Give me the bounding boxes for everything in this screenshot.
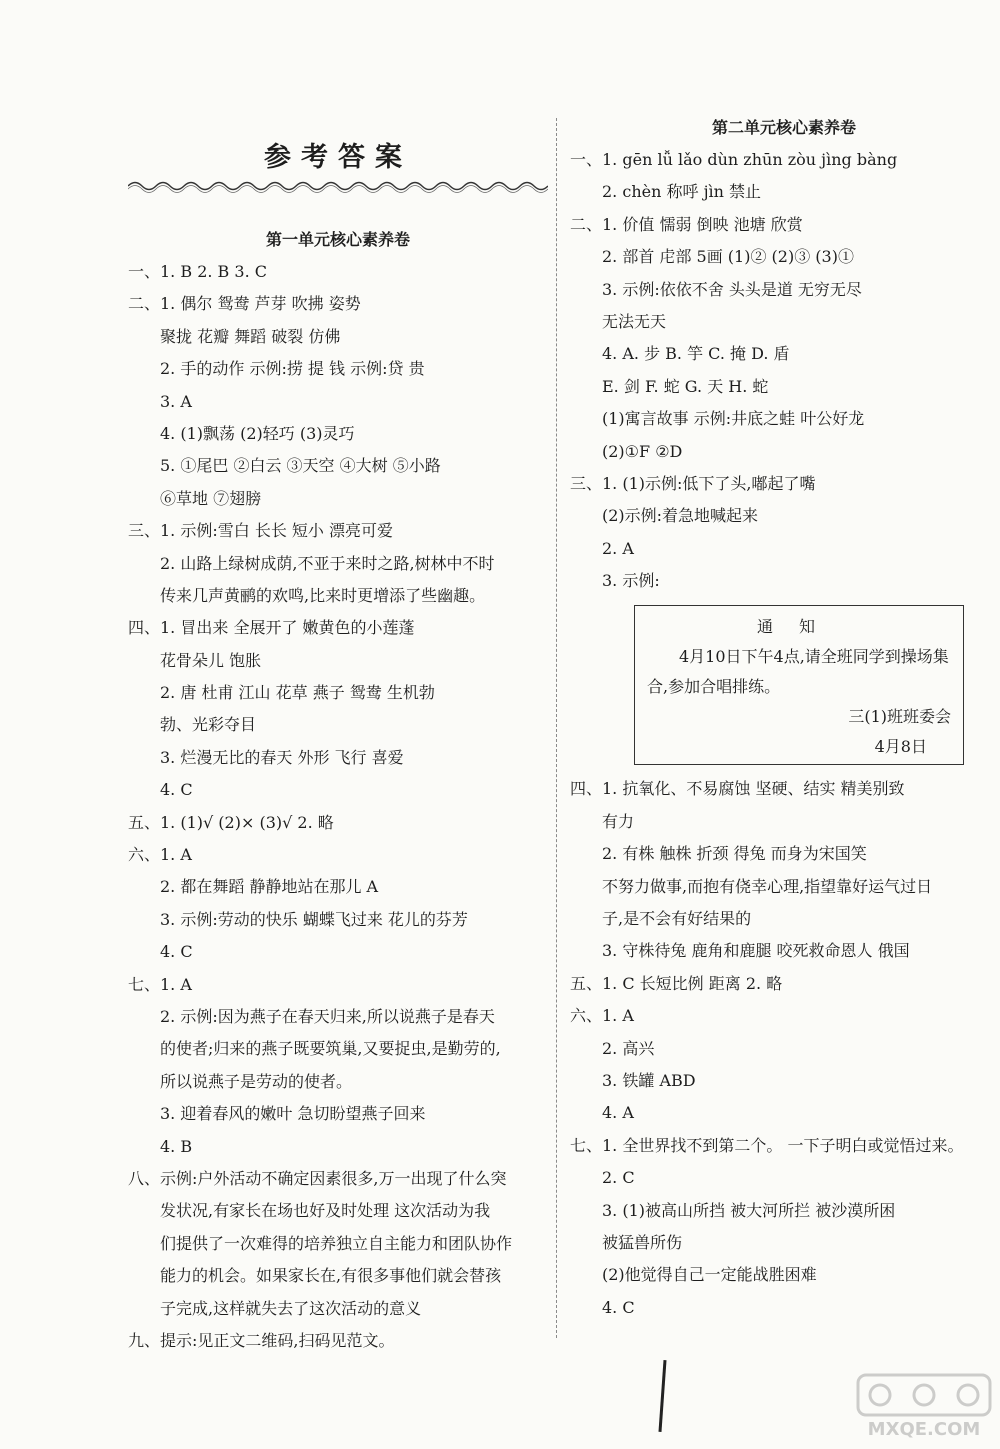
answer-line: 无法无天 (602, 311, 667, 331)
answer-line: 2. 唐 杜甫 江山 花草 燕子 鸳鸯 生机勃 (160, 683, 435, 703)
notice-box (634, 605, 964, 765)
answer-line: 2. 都在舞蹈 静静地站在那儿 A (160, 877, 379, 897)
column-divider (556, 118, 557, 1338)
answer-line: 3. 守株待兔 鹿角和鹿腿 咬死救命恩人 俄国 (602, 941, 910, 961)
page-title: 参考答案 (264, 142, 412, 173)
answer-line: 2. chèn 称呼 jìn 禁止 (602, 182, 762, 202)
answer-line: 3. 示例:劳动的快乐 蝴蝶飞过来 花儿的芬芳 (160, 909, 468, 929)
answer-line: 2. 示例:因为燕子在春天归来,所以说燕子是春天 (160, 1006, 495, 1026)
answer-line: 传来几声黄鹂的欢鸣,比来时更增添了些幽趣。 (160, 585, 486, 605)
answer-line: 4. C (160, 780, 193, 800)
answer-line: 2. 手的动作 示例:捞 提 钱 示例:贷 贵 (160, 359, 425, 379)
section-title-unit2: 第二单元核心素养卷 (711, 118, 856, 137)
answer-line: 八、示例:户外活动不确定因素很多,万一出现了什么突 (128, 1168, 507, 1188)
watermark-text: MXQE.COM (867, 1419, 981, 1440)
answer-line: 三、1. (1)示例:低下了头,嘟起了嘴 (570, 473, 816, 493)
answer-line: 二、1. 价值 懦弱 倒映 池塘 欣赏 (570, 214, 803, 234)
answer-line: E. 剑 F. 蛇 G. 天 H. 蛇 (602, 376, 769, 396)
answer-line: 四、1. 冒出来 全展开了 嫩黄色的小莲蓬 (128, 618, 415, 638)
answer-line: 2. 山路上绿树成荫,不亚于来时之路,树林中不时 (160, 553, 495, 573)
answer-line: 的使者;归来的燕子既要筑巢,又要捉虫,是勤劳的, (160, 1039, 501, 1059)
answer-line: (1)寓言故事 示例:井底之蛙 叶公好龙 (602, 409, 865, 429)
answer-line: 四、1. 抗氧化、不易腐蚀 坚硬、结实 精美别致 (570, 779, 905, 799)
answer-line: (2)示例:着急地喊起来 (602, 506, 759, 526)
answer-line: 五、1. (1)√ (2)× (3)√ 2. 略 (128, 812, 334, 832)
answer-line: 六、1. A (128, 845, 192, 865)
answer-line: 一、1. gēn lǚ lǎo dùn zhūn zòu jìng bàng (570, 150, 898, 169)
answer-line: 4. A. 步 B. 竽 C. 掩 D. 盾 (602, 344, 790, 364)
answer-line: 3. 示例:依依不舍 头头是道 无穷无尽 (602, 279, 862, 299)
answer-line: 有力 (602, 811, 635, 831)
answer-line: 一、1. B 2. B 3. C (128, 262, 267, 281)
unit2-answers-part1 (570, 144, 998, 597)
answer-line: 2. 高兴 (602, 1038, 655, 1058)
answer-line: 3. 铁罐 ABD (602, 1070, 696, 1090)
answer-line: 聚拢 花瓣 舞蹈 破裂 仿佛 (160, 326, 341, 346)
notice-date: 4月8日 (874, 737, 927, 757)
notice-body: 4月10日下午4点,请全班同学到操场集合,参加合唱排练。 (647, 647, 949, 697)
decorative-wave-divider (128, 178, 548, 194)
right-column (570, 112, 998, 1324)
answer-line: 九、提示:见正文二维码,扫码见范文。 (128, 1330, 395, 1350)
answer-line: 七、1. 全世界找不到第二个。 一下子明白或觉悟过来。 (570, 1135, 964, 1155)
answer-line: 4. (1)飘荡 (2)轻巧 (3)灵巧 (160, 423, 355, 443)
answer-line: 2. C (602, 1168, 635, 1188)
answer-line: 3. (1)被高山所挡 被大河所拦 被沙漠所困 (602, 1200, 896, 1220)
answer-line: 2. 有株 触株 折颈 得兔 而身为宋国笑 (602, 844, 867, 864)
answer-line: 3. 迎着春风的嫩叶 急切盼望燕子回来 (160, 1104, 426, 1124)
answer-line: 4. C (602, 1297, 635, 1317)
answer-line: 3. 烂漫无比的春天 外形 飞行 喜爱 (160, 747, 404, 767)
answer-line: 4. A (602, 1103, 634, 1123)
answer-line: 所以说燕子是劳动的使者。 (160, 1071, 353, 1091)
watermark-logo (854, 1371, 994, 1441)
notice-title: 通知 (756, 617, 841, 637)
left-column (128, 140, 548, 1357)
answer-line: 2. A (602, 538, 634, 558)
answer-line: ⑥草地 ⑦翅膀 (160, 488, 262, 508)
pen-mark (658, 1360, 666, 1432)
answer-line: 能力的机会。如果家长在,有很多事他们就会替孩 (160, 1266, 502, 1286)
answer-line: 4. B (160, 1136, 193, 1156)
answer-line: 花骨朵儿 饱胀 (160, 650, 262, 670)
answer-line: 3. A (160, 391, 192, 411)
unit1-answers (128, 256, 548, 1357)
answer-line: 子完成,这样就失去了这次活动的意义 (160, 1298, 422, 1318)
answer-line: 子,是不会有好结果的 (602, 909, 752, 929)
answer-line: 们提供了一次难得的培养独立自主能力和团队协作 (160, 1233, 513, 1253)
answer-line: 发状况,有家长在场也好及时处理 这次活动为我 (160, 1201, 491, 1221)
answer-line: 4. C (160, 942, 193, 962)
answer-line: 被猛兽所伤 (602, 1232, 683, 1252)
answer-line: 七、1. A (128, 974, 192, 994)
answer-line: 六、1. A (570, 1006, 634, 1026)
answer-line: 不努力做事,而抱有侥幸心理,指望靠好运气过日 (602, 876, 933, 896)
unit2-answers-part2 (570, 773, 998, 1324)
answer-line: 3. 示例: (602, 571, 660, 591)
section-title-unit1: 第一单元核心素养卷 (265, 230, 410, 249)
answer-line: 2. 部首 虍部 5画 (1)② (2)③ (3)① (602, 247, 854, 267)
answer-line: 三、1. 示例:雪白 长长 短小 漂亮可爱 (128, 521, 394, 541)
answer-line: 5. ①尾巴 ②白云 ③天空 ④大树 ⑤小路 (160, 456, 441, 476)
answer-line: (2)他觉得自己一定能战胜困难 (602, 1265, 817, 1285)
answer-line: (2)①F ②D (602, 441, 683, 461)
answer-line: 五、1. C 长短比例 距离 2. 略 (570, 973, 783, 993)
answer-line: 勃、光彩夺目 (160, 715, 257, 735)
notice-signature: 三(1)班班委会 (848, 707, 951, 727)
answer-line: 二、1. 偶尔 鸳鸯 芦芽 吹拂 姿势 (128, 294, 361, 314)
